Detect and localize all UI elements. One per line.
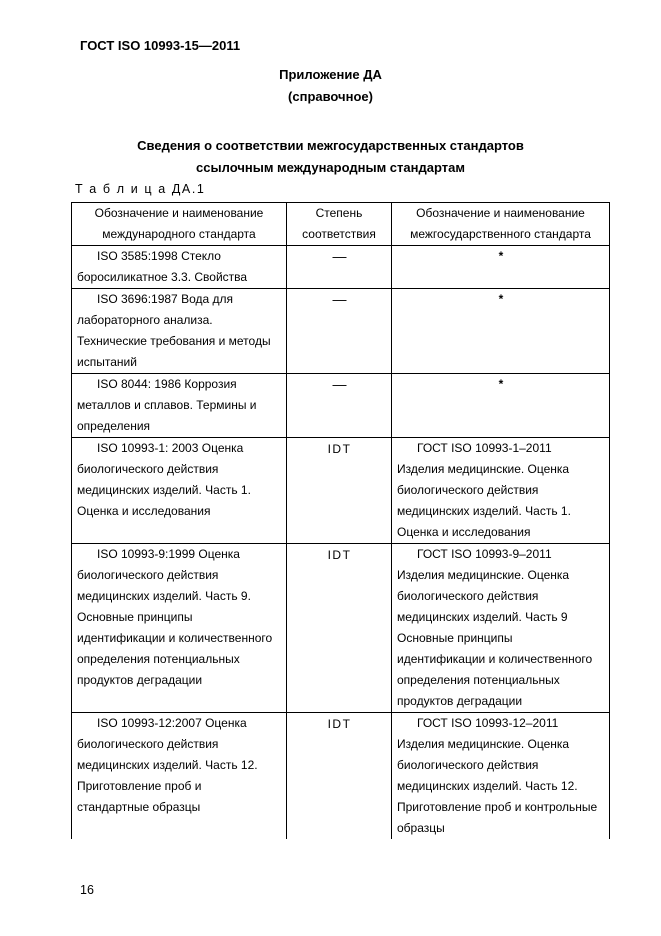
cell-national: ГОСТ ISO 10993-12–2011 Изделия медицинские. Оценка биологического действия медицинских изделий. Часть 12. Приготовление проб и контрольные образцы	[392, 713, 610, 840]
cell-degree: IDT	[287, 438, 392, 544]
table-row	[72, 438, 610, 544]
cell-national: *	[392, 289, 610, 374]
cell-degree: —	[287, 289, 392, 374]
header-international: Обозначение и наименование международного стандарта	[72, 203, 287, 246]
header-national: Обозначение и наименование межгосударственного стандарта	[392, 203, 610, 246]
table-row	[72, 289, 610, 374]
document-code: ГОСТ ISO 10993-15—2011	[80, 38, 241, 53]
cell-degree: IDT	[287, 713, 392, 840]
page-number: 16	[80, 883, 94, 897]
cell-international: ISO 8044: 1986 Коррозия металлов и сплавов. Термины и определения	[72, 374, 287, 438]
cell-international: ISO 10993-12:2007 Оценка биологического действия медицинских изделий. Часть 12. Приготовление проб и стандартные образцы	[72, 713, 287, 840]
table-row	[72, 544, 610, 713]
table-row	[72, 713, 610, 840]
cell-national: *	[392, 246, 610, 289]
cell-degree: —	[287, 246, 392, 289]
cell-national: *	[392, 374, 610, 438]
cell-national: ГОСТ ISO 10993-9–2011 Изделия медицинские. Оценка биологического действия медицинских изделий. Часть 9 Основные принципы идентификации и количественного определения потенциальных продуктов деградации	[392, 544, 610, 713]
table-row	[72, 246, 610, 289]
section-title-line2: ссылочным международным стандартам	[196, 160, 465, 175]
cell-international: ISO 3585:1998 Стекло боросиликатное 3.3. Свойства	[72, 246, 287, 289]
cell-national: ГОСТ ISO 10993-1–2011 Изделия медицинские. Оценка биологического действия медицинских изделий. Часть 1. Оценка и исследования	[392, 438, 610, 544]
annex-title: Приложение ДА	[279, 67, 382, 82]
table-row	[72, 374, 610, 438]
cell-degree: IDT	[287, 544, 392, 713]
cell-international: ISO 3696:1987 Вода для лабораторного анализа. Технические требования и методы испытаний	[72, 289, 287, 374]
table-header-row	[72, 203, 610, 246]
table-caption: Т а б л и ц а ДА.1	[75, 182, 206, 196]
section-title-line1: Сведения о соответствии межгосударственных стандартов	[137, 138, 524, 153]
cell-international: ISO 10993-9:1999 Оценка биологического действия медицинских изделий. Часть 9. Основные принципы идентификации и количественного определения потенциальных продуктов деградации	[72, 544, 287, 713]
correspondence-table-header	[71, 202, 610, 246]
correspondence-table	[71, 245, 610, 839]
cell-international: ISO 10993-1: 2003 Оценка биологического действия медицинских изделий. Часть 1. Оценка и исследования	[72, 438, 287, 544]
header-degree: Степень соответствия	[287, 203, 392, 246]
annex-type: (справочное)	[288, 89, 373, 104]
cell-degree: —	[287, 374, 392, 438]
